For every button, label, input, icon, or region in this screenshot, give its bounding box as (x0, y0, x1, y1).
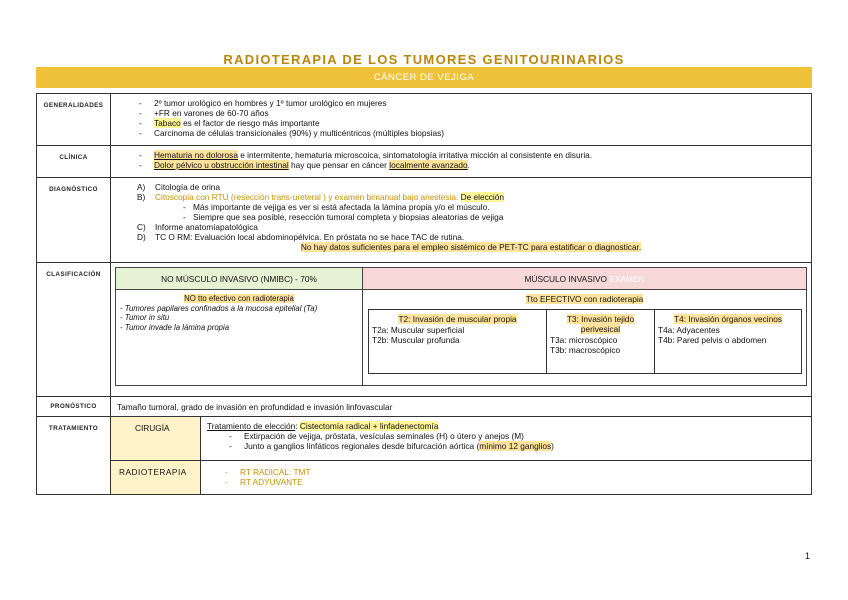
content-table (36, 93, 812, 495)
highlight: localmente avanzado (389, 160, 468, 170)
list-item: - +FR en varones de 60-70 años (139, 108, 805, 118)
text: Citoscopia con RTU (resección trans-ureteral ) y examen bimanual bajo anestesia: (155, 192, 461, 202)
note (137, 242, 805, 252)
surgery-content (201, 417, 811, 460)
list-item: - RT RADICAL: TMT (225, 467, 805, 477)
classification-table (115, 267, 807, 386)
text: TC O RM: Evaluación local abdominopélvica. En próstata no se hace TAC de rutina. (155, 232, 465, 242)
list-item: - 2º tumor urológico en hombres y 1º tumor urológico en mujeres (139, 98, 805, 108)
highlight: Dolor pélvico u obstrucción intestinal (154, 160, 289, 170)
highlight: Hematuria no dolorosa (154, 150, 238, 160)
radiotherapy-content (201, 461, 811, 494)
row-content (111, 94, 812, 146)
list-item: - Tumor in situ (120, 313, 170, 322)
list-item (229, 441, 805, 451)
document-title: RADIOTERAPIA DE LOS TUMORES GENITOURINARIOS (223, 52, 625, 67)
sub-item: - Más importante de vejiga es ver si está afectada la lámina propia y/o el músculo. (137, 202, 805, 212)
highlight: NO tto efectivo con radioterapia (184, 294, 294, 303)
text: . (467, 160, 470, 170)
highlight: De elección (460, 192, 504, 202)
highlight: Tabaco (154, 118, 181, 128)
row-diagnostico (37, 178, 812, 263)
row-label: CLASIFICACIÓN (37, 263, 111, 397)
nmibc-column (116, 268, 363, 385)
list-item: - Carcinoma de células transicionales (90%) y multicéntricos (múltiples biopsias) (139, 128, 805, 138)
text: T2a: Muscular superficial (372, 325, 465, 335)
row-label: TRATAMIENTO (37, 417, 111, 495)
highlight: T2: Invasión de muscular propia (398, 314, 517, 324)
text: T4a: Adyacentes (658, 325, 720, 335)
list-item (137, 232, 805, 242)
t4-column (655, 310, 801, 373)
row-clasificacion (37, 263, 812, 397)
surgery-label: CIRUGÍA (111, 417, 201, 460)
highlight: Cistectomía radical + linfadenectomía (299, 421, 439, 431)
surgery-row (111, 417, 811, 461)
highlight: No hay datos suficientes para el empleo sistémico de PET-TC para estatificar o diagnosticar. (300, 242, 642, 252)
mibc-column (363, 268, 806, 385)
row-label: PRONÓSTICO (37, 397, 111, 417)
row-clinica (37, 146, 812, 178)
t-stage-table (368, 309, 802, 374)
highlight: Tto EFECTIVO con radioterapia (525, 294, 644, 304)
list-item (139, 150, 805, 160)
nmibc-body (116, 290, 362, 336)
row-generalidades (37, 94, 812, 146)
list-marker: D) (137, 232, 146, 242)
t3-column (547, 310, 655, 373)
row-content (111, 263, 812, 397)
text: T4b: Pared pelvis o abdomen (658, 335, 767, 345)
sub-item: - Siempre que sea posible, resección tumoral completa y biopsias aleatorias de vejiga (137, 212, 805, 222)
text: es el factor de riesgo más importante (180, 118, 320, 128)
row-pronostico (37, 397, 812, 417)
highlight: T3: Invasión tejido perivesical (566, 314, 635, 334)
text: T3a: microscópico (550, 335, 618, 345)
page-number: 1 (805, 551, 811, 561)
text: T3b: macroscópico (550, 345, 621, 355)
list-item (139, 160, 805, 170)
row-label: GENERALIDADES (37, 94, 111, 146)
t2-column (369, 310, 547, 373)
list-item: - Extirpación de vejiga, próstata, vesículas seminales (H) o útero y anejos (M) (229, 431, 805, 441)
text: T2b: Muscular profunda (372, 335, 460, 345)
list-marker: A) (137, 182, 146, 192)
row-label: DIAGNÓSTICO (37, 178, 111, 263)
row-content (111, 417, 812, 495)
text: Tratamiento de elección (207, 421, 296, 431)
mibc-header (363, 268, 806, 290)
list-marker: B) (137, 192, 146, 202)
text: Informe anatomíapatológica (155, 222, 258, 232)
row-tratamiento (37, 417, 812, 495)
radiotherapy-row (111, 461, 811, 494)
list-item (137, 182, 805, 192)
text: ) (551, 441, 554, 451)
text: e intermitente, hematuria microscoica, sintomatología irritativa micción al consistente en disuria. (237, 150, 593, 160)
radiotherapy-label: RADIOTERAPIA (111, 461, 201, 494)
row-content (111, 178, 812, 263)
row-content: Tamaño tumoral, grado de invasión en profundidad e invasión linfovascular (111, 397, 812, 417)
list-item: - RT ADYUVANTE (225, 477, 805, 487)
nmibc-header: NO MÚSCULO INVASIVO (NMIBC) - 70% (116, 268, 362, 290)
list-item (137, 192, 805, 202)
text: : (295, 421, 300, 431)
list-item: - Tumores papilares confinados a la mucosa epitelial (Ta) (120, 303, 318, 313)
text: hay que pensar en cáncer (288, 160, 390, 170)
list-item (137, 222, 805, 232)
list-item (139, 118, 805, 128)
highlight: mínimo 12 ganglios (479, 441, 552, 451)
exam-tag: EXAMEN (609, 274, 645, 284)
section-header-bar: CÁNCER DE VEJIGA (36, 67, 812, 88)
row-content (111, 146, 812, 178)
row-label: CLÍNICA (37, 146, 111, 178)
list-item: - Tumor invade la lámina propia (120, 322, 230, 332)
text: Citología de orina (155, 182, 221, 192)
text: Junto a ganglios linfáticos regionales desde bifurcación aórtica ( (244, 441, 480, 451)
text: MÚSCULO INVASIVO (524, 274, 610, 284)
highlight: T4: Invasión órganos vecinos (674, 314, 782, 324)
list-marker: C) (137, 222, 146, 232)
